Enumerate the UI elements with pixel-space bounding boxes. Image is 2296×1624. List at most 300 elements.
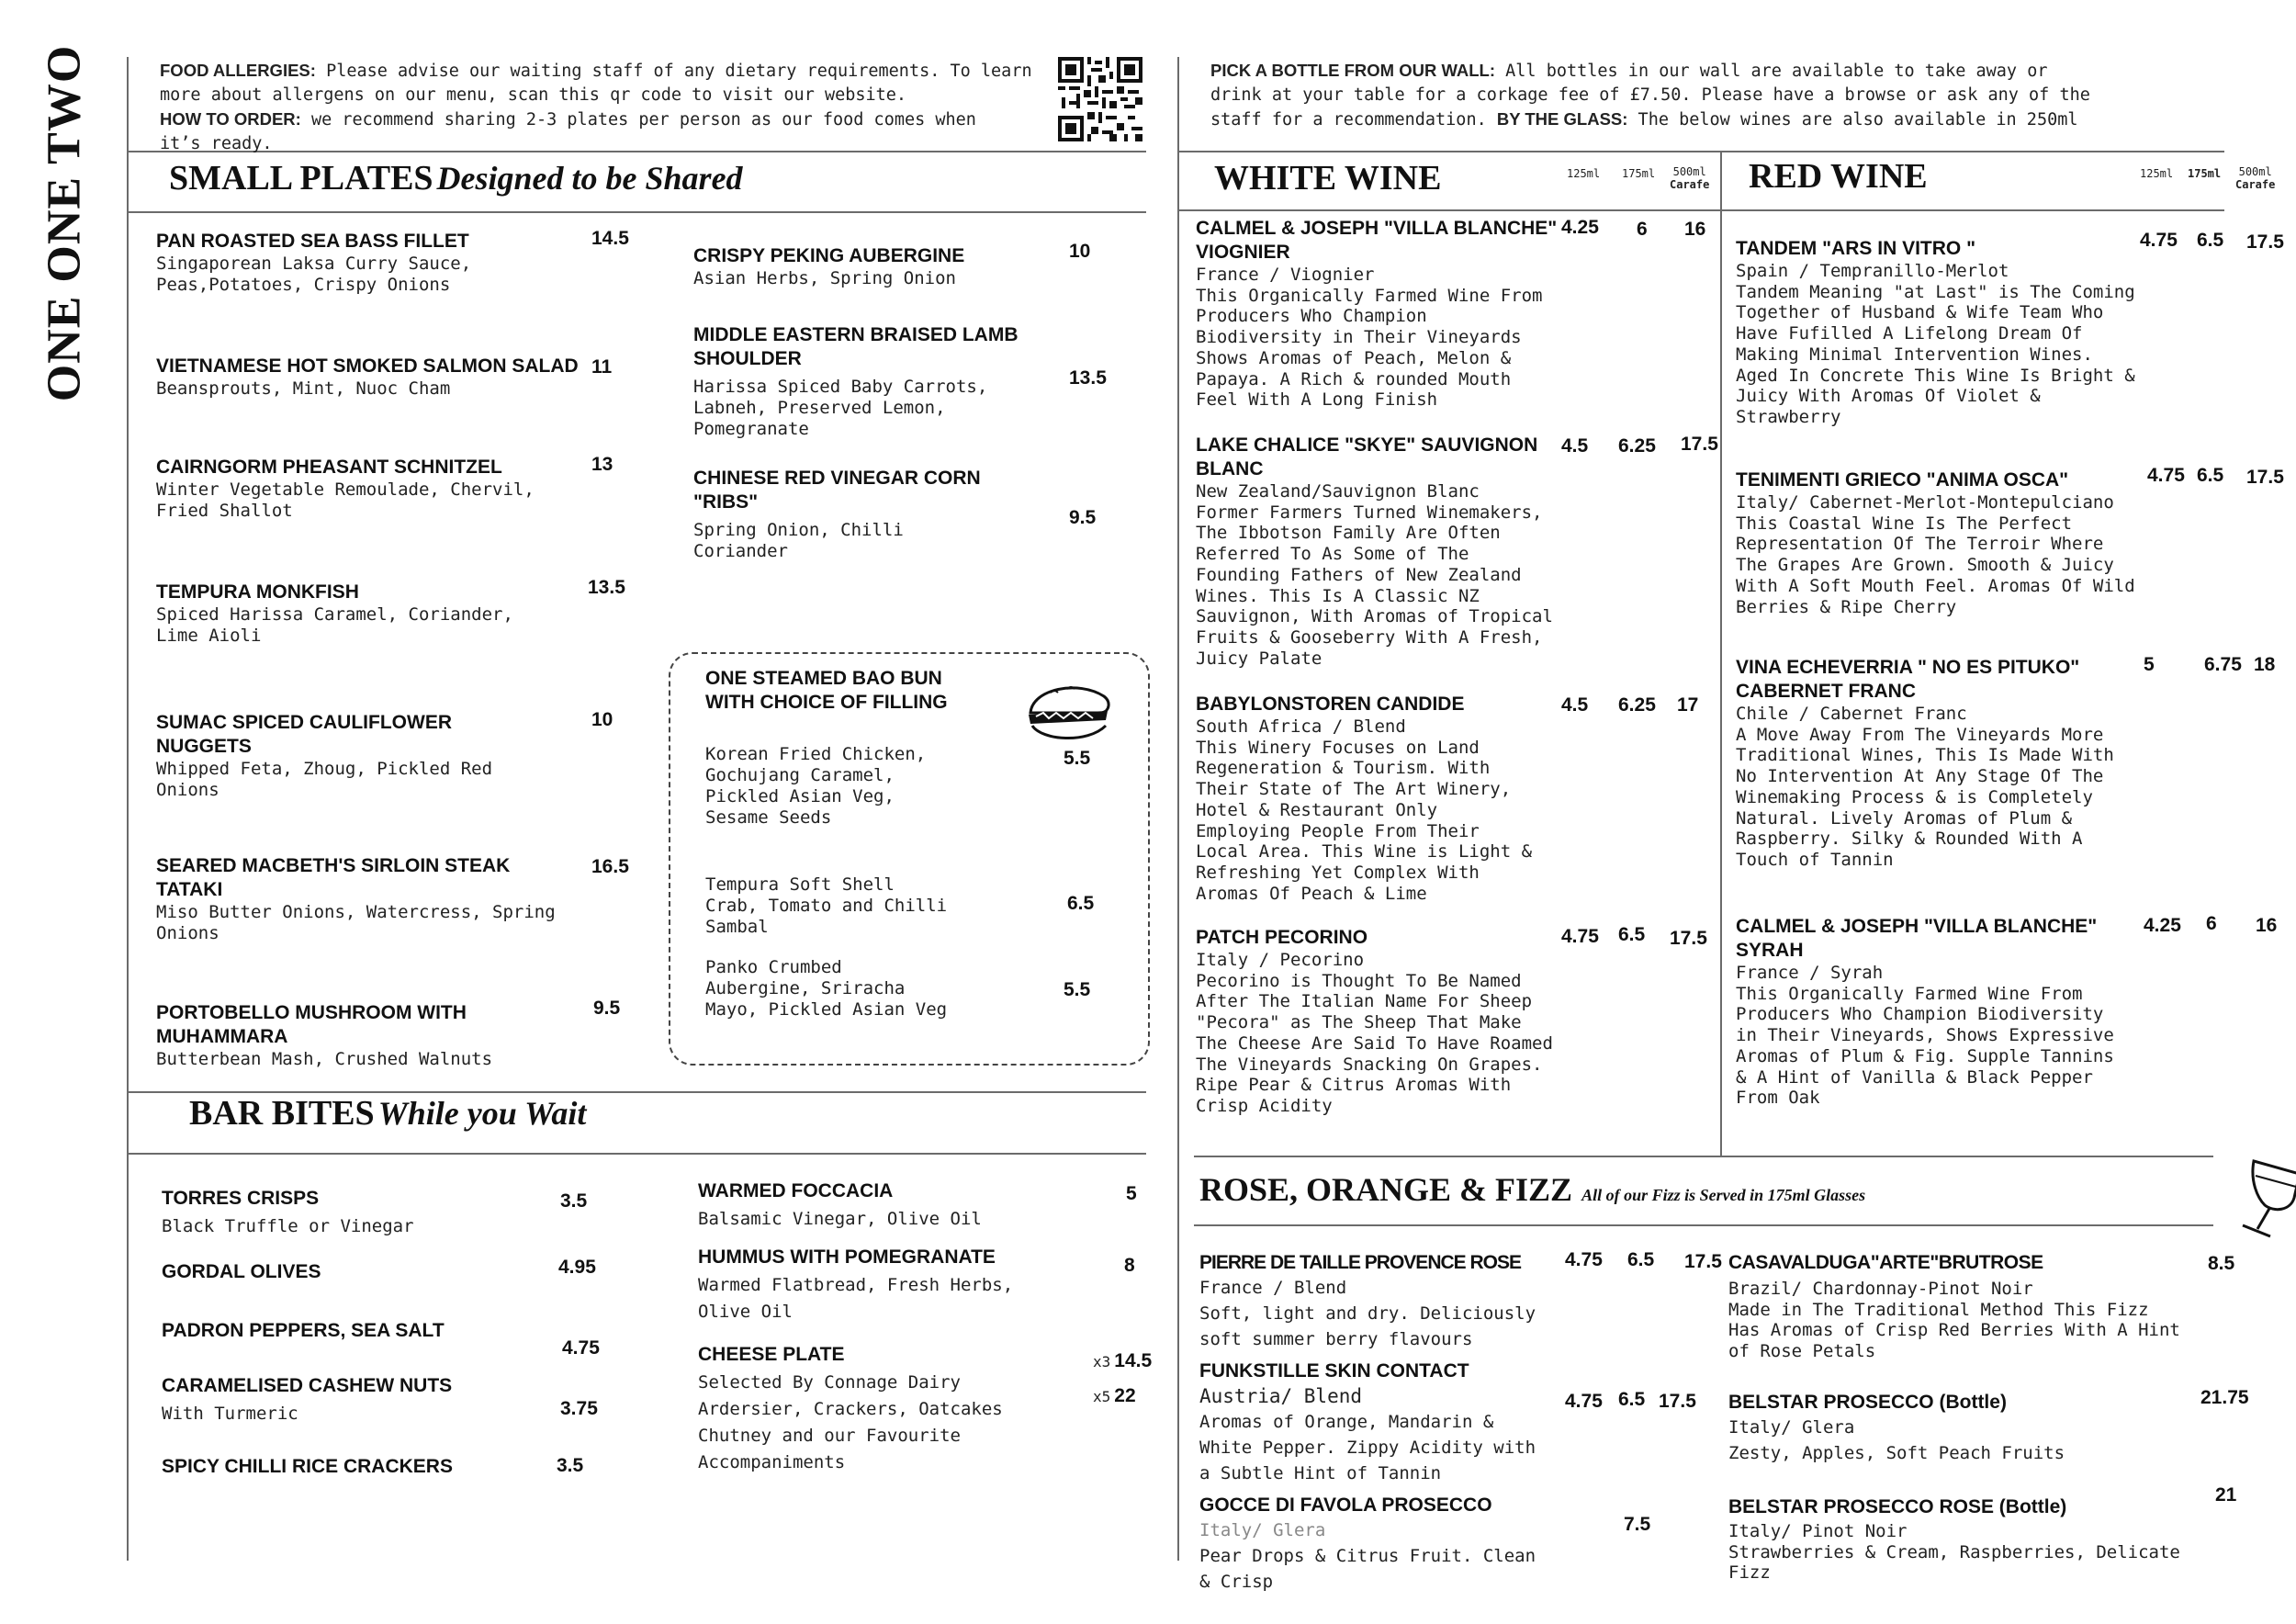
red-col-500-label: 500ml: [2238, 165, 2272, 178]
price-500: 17.5: [1684, 1251, 1722, 1272]
item-desc: Olive Oil: [698, 1302, 793, 1322]
wine-desc: The Ibbotson Family Are Often: [1196, 523, 1501, 544]
wine-desc: & Crisp: [1199, 1572, 1274, 1592]
item-desc: Beansprouts, Mint, Nuoc Cham: [156, 378, 451, 399]
wine-desc: Made in The Traditional Method This Fizz: [1728, 1299, 2149, 1320]
wine-desc: A Move Away From The Vineyards More: [1736, 724, 2104, 745]
bar-bites-heading: [189, 1093, 586, 1133]
wine-desc: Feel With A Long Finish: [1196, 389, 1438, 411]
price-175: 6.5: [1618, 1389, 1646, 1410]
item-name: WARMED FOCCACIA: [698, 1180, 894, 1201]
cheese-option-5: [1093, 1385, 1136, 1407]
price-125: 5: [2144, 654, 2155, 675]
wine-desc: Raspberry. Silky & Rounded With A: [1736, 829, 2083, 850]
bottle-label: PICK A BOTTLE FROM OUR WALL:: [1210, 61, 1496, 80]
wine-desc: Ripe Pear & Citrus Aromas With: [1196, 1075, 1512, 1096]
wine-item: [1199, 1251, 1585, 1352]
wine-name: TANDEM "ARS IN VITRO ": [1736, 238, 1976, 259]
item-desc: Crab, Tomato and Chilli: [705, 896, 948, 916]
wine-desc: Aromas of Plum & Fig. Supple Tannins: [1736, 1045, 2114, 1066]
item-desc: Pickled Asian Veg,: [705, 786, 895, 806]
price-175: 6.5: [2197, 465, 2224, 486]
rose-title: ROSE, ORANGE & FIZZ: [1199, 1171, 1573, 1208]
wine-name: CABERNET FRANC: [1736, 681, 1916, 702]
price-500: 16: [1684, 219, 1706, 240]
wine-desc: Juicy Palate: [1196, 648, 1322, 669]
item-price: 6.5: [1067, 893, 1095, 914]
item-name: PORTOBELLO MUSHROOM WITH: [156, 1002, 467, 1023]
wine-desc: Italy/ Cabernet-Merlot-Montepulciano: [1736, 492, 2114, 513]
wine-desc: France / Blend: [1199, 1278, 1347, 1298]
wine-desc: Italy/ Glera: [1199, 1520, 1326, 1540]
wine-desc: a Subtle Hint of Tannin: [1199, 1463, 1442, 1483]
item-name: CARAMELISED CASHEW NUTS: [162, 1375, 453, 1396]
bottle-wall-notice: [1210, 59, 2221, 132]
menu-item: [693, 244, 1097, 289]
item-name: TORRES CRISPS: [162, 1188, 320, 1209]
wine-desc: Producers Who Champion: [1196, 306, 1427, 327]
wine-item: [1736, 656, 2140, 871]
item-price: 9.5: [1069, 507, 1097, 528]
item-desc: Winter Vegetable Remoulade, Chervil,: [156, 479, 535, 500]
order-label: HOW TO ORDER:: [160, 109, 301, 129]
rose-subtitle: All of our Fizz is Served in 175ml Glasses: [1581, 1186, 1866, 1204]
item-price: 3.75: [560, 1398, 598, 1419]
item-desc: Ardersier, Crackers, Oatcakes: [698, 1399, 1003, 1419]
cheese-price-5: 22: [1114, 1385, 1136, 1406]
wine-desc: Spain / Tempranillo-Merlot: [1736, 261, 2009, 281]
item-price: 8: [1124, 1255, 1135, 1276]
price-125: 4.25: [2144, 915, 2181, 936]
red-col-500: [2235, 165, 2275, 191]
item-name: MUHAMMARA: [156, 1026, 288, 1047]
wine-desc: Brazil/ Chardonnay-Pinot Noir: [1728, 1279, 2033, 1299]
price-125: 4.75: [2147, 465, 2185, 486]
wine-item: [1199, 1359, 1585, 1486]
price-125: 4.75: [1561, 926, 1599, 947]
price-500: 17.5: [1681, 434, 1718, 455]
white-col-125: 125ml: [1567, 167, 1601, 180]
item-price: 16.5: [591, 856, 629, 877]
wine-desc: The Vineyards Snacking On Grapes.: [1196, 1054, 1543, 1075]
menu-item: [693, 323, 1097, 440]
wine-desc: Shows Aromas of Peach, Melon &: [1196, 347, 1512, 368]
wine-desc: Pecorino is Thought To Be Named: [1196, 970, 1522, 991]
price-175: 6: [1637, 219, 1648, 240]
wine-desc: Former Farmers Turned Winemakers,: [1196, 502, 1543, 523]
menu-item: [156, 355, 634, 400]
wine-desc: After The Italian Name For Sheep: [1196, 991, 1533, 1012]
price-500: 17.5: [1670, 928, 1707, 949]
wine-desc: soft summer berry flavours: [1199, 1329, 1473, 1349]
item-desc: Korean Fried Chicken,: [705, 744, 927, 764]
wine-desc: & A Hint of Vanilla & Black Pepper: [1736, 1066, 2093, 1088]
wine-item: [1736, 468, 2140, 617]
wine-desc: Strawberries & Cream, Raspberries, Delicate: [1728, 1541, 2180, 1562]
item-name: NUGGETS: [156, 736, 252, 757]
allergy-notice: [160, 59, 1032, 156]
wine-desc: Austria/ Blend: [1199, 1385, 1363, 1407]
wine-desc: France / Syrah: [1736, 963, 1884, 983]
price-175: 6.5: [1627, 1249, 1655, 1270]
wine-item: [1196, 926, 1591, 1117]
wine-desc: From Oak: [1736, 1088, 1820, 1109]
wine-name: CASAVALDUGA"ARTE"BRUTROSE: [1728, 1252, 2043, 1273]
bar-bites-title: BAR BITES: [189, 1094, 375, 1133]
wine-name: BABYLONSTOREN CANDIDE: [1196, 694, 1465, 715]
wine-name: PIERRE DE TAILLE PROVENCE ROSE: [1199, 1252, 1521, 1273]
menu-item: [162, 1187, 584, 1237]
wine-head-rule: [1177, 209, 2224, 211]
bottle-text-1: All bottles in our wall are available to take away or: [1495, 62, 2048, 81]
price-175: 6: [2206, 913, 2217, 934]
wine-desc: Aromas of Orange, Mandarin &: [1199, 1412, 1494, 1432]
item-desc: Harissa Spiced Baby Carrots,: [693, 377, 988, 397]
item-desc: Accompaniments: [698, 1452, 846, 1472]
item-desc: Asian Herbs, Spring Onion: [693, 268, 956, 288]
wine-desc: The Grapes Are Grown. Smooth & Juicy: [1736, 555, 2114, 576]
wine-item: [1196, 434, 1572, 669]
item-price: 13.5: [1069, 367, 1107, 389]
red-wine-title: RED WINE: [1749, 157, 1928, 196]
item-desc: Spring Onion, Chilli: [693, 520, 904, 540]
white-col-175: 175ml: [1622, 167, 1656, 180]
item-name: MIDDLE EASTERN BRAISED LAMB: [693, 324, 1019, 345]
small-plates-subtitle: Designed to be Shared: [436, 160, 743, 197]
bao-title: [705, 667, 948, 715]
menu-item: [698, 1246, 1084, 1323]
wine-name: PATCH PECORINO: [1196, 927, 1368, 948]
item-desc: Butterbean Mash, Crushed Walnuts: [156, 1049, 493, 1069]
wine-desc: Producers Who Champion Biodiversity: [1736, 1004, 2104, 1025]
item-name: "RIBS": [693, 491, 759, 513]
menu-item: [162, 1374, 584, 1425]
wine-desc: in Their Vineyards, Shows Expressive: [1736, 1025, 2114, 1046]
item-name: HUMMUS WITH POMEGRANATE: [698, 1246, 996, 1268]
wine-glass-icon: [2237, 1154, 2296, 1242]
item-name: CAIRNGORM PHEASANT SCHNITZEL: [156, 457, 502, 478]
price-175: 6.5: [2197, 230, 2224, 251]
item-desc: Sesame Seeds: [705, 807, 832, 828]
item-desc: Sambal: [705, 917, 769, 937]
price-125: 4.75: [1565, 1391, 1603, 1412]
price-175: 6.25: [1618, 435, 1656, 457]
white-wine-title: WHITE WINE: [1214, 159, 1442, 197]
price-125: 4.75: [1565, 1249, 1603, 1270]
wine-desc: Traditional Wines, This Is Made With: [1736, 745, 2114, 766]
wine-desc: Fizz: [1728, 1562, 1771, 1584]
menu-item: [693, 467, 1097, 562]
bao-title-1: ONE STEAMED BAO BUN: [705, 668, 942, 689]
wine-desc: This Organically Farmed Wine From: [1196, 285, 1543, 306]
item-desc: Chutney and our Favourite: [698, 1426, 961, 1446]
menu-item: [698, 1343, 1084, 1473]
wine-desc: Aromas Of Peach & Lime: [1196, 883, 1427, 904]
item-price: 4.95: [558, 1257, 596, 1278]
wine-desc: Crisp Acidity: [1196, 1095, 1333, 1116]
bottle-text-3: staff for a recommendation.: [1210, 110, 1497, 130]
wine-desc: New Zealand/Sauvignon Blanc: [1196, 481, 1480, 502]
wine-name: SYRAH: [1736, 940, 1804, 961]
cheese-option-3: [1093, 1350, 1152, 1372]
item-name: SPICY CHILLI RICE CRACKERS: [162, 1456, 453, 1477]
red-col-175: 175ml: [2188, 167, 2222, 180]
wine-desc: Founding Fathers of New Zealand: [1196, 564, 1522, 585]
price-500: 17.5: [2246, 231, 2284, 253]
wine-desc: Wines. This Is A Classic NZ: [1196, 585, 1480, 606]
wine-desc: Zesty, Apples, Soft Peach Fruits: [1728, 1443, 2065, 1463]
wine-desc: This Organically Farmed Wine From: [1736, 983, 2083, 1004]
item-desc: Warmed Flatbread, Fresh Herbs,: [698, 1275, 1014, 1295]
bao-filling: [705, 744, 981, 829]
wine-desc: Refreshing Yet Complex With: [1196, 862, 1480, 883]
item-desc: Lime Aioli: [156, 626, 262, 646]
menu-item: [156, 711, 634, 801]
bar-bites-rule: [127, 1153, 1146, 1155]
price-500: 17: [1677, 694, 1699, 716]
cheese-qty-5: x5: [1093, 1388, 1111, 1405]
item-desc: Whipped Feta, Zhoug, Pickled Red: [156, 759, 493, 779]
wine-desc: Italy/ Glera: [1728, 1417, 1855, 1438]
wine-desc: Papaya. A Rich & rounded Mouth: [1196, 368, 1512, 389]
item-name: CHINESE RED VINEGAR CORN: [693, 468, 981, 489]
wine-desc: Strawberry: [1736, 406, 1841, 427]
wine-name: VIOGNIER: [1196, 242, 1290, 263]
wine-name: TENIMENTI GRIECO "ANIMA OSCA": [1736, 469, 2069, 491]
menu-item: [156, 456, 634, 522]
bao-filling: [705, 874, 981, 938]
bao-title-2: WITH CHOICE OF FILLING: [705, 692, 948, 713]
wine-desc: Italy/ Pinot Noir: [1728, 1521, 1908, 1541]
item-price: 3.5: [560, 1190, 588, 1212]
cheese-price-3: 14.5: [1114, 1350, 1153, 1371]
item-desc: Labneh, Preserved Lemon,: [693, 398, 946, 418]
item-price: 5.5: [1064, 748, 1091, 769]
wine-item: [1196, 693, 1572, 904]
item-name: TATAKI: [156, 879, 223, 900]
cheese-qty-3: x3: [1093, 1353, 1111, 1370]
wine-desc: Pear Drops & Citrus Fruit. Clean: [1199, 1546, 1536, 1566]
item-name: GORDAL OLIVES: [162, 1261, 321, 1282]
item-desc: Onions: [156, 780, 219, 800]
item-name: TEMPURA MONKFISH: [156, 581, 359, 603]
wine-desc: Fruits & Gooseberry With A Fresh,: [1196, 626, 1543, 648]
wine-name: VINA ECHEVERRIA " NO ES PITUKO": [1736, 657, 2080, 678]
wine-desc: South Africa / Blend: [1196, 716, 1406, 737]
price-125: 4.5: [1561, 435, 1589, 457]
wine-desc: Regeneration & Tourism. With: [1196, 758, 1491, 779]
item-desc: Balsamic Vinegar, Olive Oil: [698, 1209, 982, 1229]
wine-item: [1199, 1494, 1585, 1595]
white-col-500-label: 500ml: [1672, 165, 1706, 178]
item-name: CRISPY PEKING AUBERGINE: [693, 245, 965, 266]
item-desc: Coriander: [693, 541, 788, 561]
red-col-125: 125ml: [2140, 167, 2174, 180]
menu-item: [156, 1001, 634, 1070]
price-175: 6.75: [2204, 654, 2242, 675]
bottle-text-4: The below wines are also available in 250ml: [1627, 110, 2078, 130]
wine-desc: The Cheese Are Said To Have Roamed: [1196, 1032, 1553, 1054]
item-name: VIETNAMESE HOT SMOKED SALMON SALAD: [156, 355, 579, 377]
price-175: 7.5: [1624, 1514, 1651, 1535]
item-desc: Mayo, Pickled Asian Veg: [705, 999, 948, 1020]
wine-item: [1736, 915, 2140, 1109]
item-name: SUMAC SPICED CAULIFLOWER: [156, 712, 452, 733]
bao-bun-icon: [1023, 676, 1115, 744]
white-col-500: [1670, 165, 1709, 191]
price-175: 6.5: [1618, 924, 1646, 945]
wine-desc: No Intervention At Any Stage Of The: [1736, 766, 2104, 787]
wine-desc: France / Viognier: [1196, 265, 1375, 285]
price-500: 17.5: [2246, 467, 2284, 488]
wine-name: BLANC: [1196, 458, 1264, 479]
wine-name: LAKE CHALICE "SKYE" SAUVIGNON: [1196, 434, 1538, 456]
wine-desc: Employing People From Their: [1196, 820, 1480, 841]
small-plates-title: SMALL PLATES: [169, 159, 433, 197]
item-name: SEARED MACBETH'S SIRLOIN STEAK: [156, 855, 511, 876]
item-price: 9.5: [593, 998, 621, 1019]
wine-item: [1736, 237, 2140, 428]
item-price: 14.5: [591, 228, 629, 249]
item-price: 8.5: [2208, 1253, 2235, 1274]
wine-desc: Winemaking Process & is Completely: [1736, 786, 2093, 807]
item-desc: Singaporean Laksa Curry Sauce,: [156, 254, 472, 274]
rose-heading: [1199, 1170, 1865, 1209]
wine-desc: Referred To As Some of The: [1196, 544, 1469, 565]
wine-desc: Together of Husband & Wife Team Who: [1736, 302, 2104, 323]
wine-desc: Has Aromas of Crisp Red Berries With A Hint: [1728, 1320, 2180, 1341]
wine-desc: Tandem Meaning "at Last" is The Coming: [1736, 281, 2135, 302]
item-price: 10: [591, 709, 613, 730]
allergies-text-2: more about allergens on our menu, scan this qr code to visit our website.: [160, 85, 907, 105]
red-col-carafe: Carafe: [2235, 178, 2276, 191]
bottle-text-2: drink at your table for a corkage fee of £7.50. Please have a browse or ask any of the: [1210, 85, 2090, 105]
wine-desc: Touch of Tannin: [1736, 849, 1894, 870]
bao-filling: [705, 957, 981, 1021]
bar-bites-subtitle: While you Wait: [377, 1095, 587, 1132]
left-divider: [127, 57, 129, 1561]
menu-item: [156, 854, 634, 944]
center-divider: [1177, 57, 1179, 1561]
header-rule-right: [1177, 151, 2224, 152]
item-desc: Pomegranate: [693, 419, 809, 439]
item-price: 4.75: [562, 1337, 600, 1359]
item-price: 21.75: [2200, 1387, 2249, 1408]
item-desc: With Turmeric: [162, 1404, 298, 1424]
wine-desc: Chile / Cabernet Franc: [1736, 704, 1967, 724]
item-price: 3.5: [557, 1455, 584, 1476]
menu-item: [698, 1179, 1084, 1230]
wine-desc: Italy / Pecorino: [1196, 950, 1365, 970]
item-desc: Gochujang Caramel,: [705, 765, 895, 785]
wine-name: FUNKSTILLE SKIN CONTACT: [1199, 1360, 1469, 1382]
wine-desc: With A Soft Mouth Feel. Aromas Of Wild: [1736, 575, 2135, 596]
price-125: 4.75: [2140, 230, 2178, 251]
wine-name: CALMEL & JOSEPH "VILLA BLANCHE": [1196, 218, 1558, 239]
small-plates-heading: [169, 158, 743, 198]
wine-desc: Have Fufilled A Lifelong Dream Of: [1736, 323, 2083, 344]
item-desc: Selected By Connage Dairy: [698, 1372, 961, 1393]
menu-item: [156, 230, 634, 296]
item-price: 13.5: [588, 577, 625, 598]
item-price: 5.5: [1064, 979, 1091, 1000]
wine-desc: Juicy With Aromas Of Violet &: [1736, 386, 2041, 407]
item-desc: Black Truffle or Vinegar: [162, 1216, 414, 1236]
wine-name: CALMEL & JOSEPH "VILLA BLANCHE": [1736, 916, 2098, 937]
wine-item: [1728, 1391, 2206, 1466]
allergies-text-1: Please advise our waiting staff of any dietary requirements. To learn: [315, 62, 1032, 81]
wine-desc: Sauvignon, With Aromas of Tropical: [1196, 606, 1553, 627]
item-name: CHEESE PLATE: [698, 1344, 845, 1365]
qr-code-icon[interactable]: [1058, 57, 1142, 141]
item-name: SHOULDER: [693, 348, 802, 369]
item-price: 21: [2215, 1484, 2237, 1506]
wine-name: BELSTAR PROSECCO (Bottle): [1728, 1392, 2007, 1413]
wine-desc: Aged In Concrete This Wine Is Bright &: [1736, 365, 2135, 386]
allergies-label: FOOD ALLERGIES:: [160, 61, 316, 80]
item-desc: Onions: [156, 923, 219, 943]
price-175: 6.25: [1618, 694, 1656, 716]
wine-desc: Representation Of The Terroir Where: [1736, 534, 2104, 555]
wine-desc: Soft, light and dry. Deliciously: [1199, 1303, 1536, 1324]
item-price: 13: [591, 454, 613, 475]
wine-desc: Biodiversity in Their Vineyards: [1196, 327, 1522, 348]
glass-label: BY THE GLASS:: [1496, 109, 1628, 129]
wine-desc: Hotel & Restaurant Only: [1196, 799, 1438, 820]
wine-desc: Making Minimal Intervention Wines.: [1736, 344, 2093, 365]
price-500: 16: [2256, 915, 2278, 936]
wine-desc: of Rose Petals: [1728, 1341, 1876, 1362]
item-price: 10: [1069, 241, 1091, 262]
rose-rule: [1194, 1224, 2213, 1226]
order-text-1: we recommend sharing 2-3 plates per person as our food comes when: [300, 110, 976, 130]
wine-divider: [1720, 151, 1722, 1156]
wine-desc: Berries & Ripe Cherry: [1736, 596, 1957, 617]
item-desc: Panko Crumbed: [705, 957, 842, 977]
wine-desc: White Pepper. Zippy Acidity with: [1199, 1438, 1536, 1458]
wine-desc: Natural. Lively Aromas of Plum &: [1736, 807, 2073, 829]
wine-name: BELSTAR PROSECCO ROSE (Bottle): [1728, 1496, 2067, 1517]
brand-name: ONE ONE TWO: [38, 44, 91, 402]
item-desc: Fried Shallot: [156, 501, 293, 521]
menu-item: [156, 581, 634, 647]
price-125: 4.25: [1561, 217, 1599, 238]
item-price: 5: [1126, 1183, 1137, 1204]
wine-desc: This Coastal Wine Is The Perfect: [1736, 513, 2073, 534]
item-price: 11: [591, 356, 613, 378]
wine-desc: Local Area. This Wine is Light &: [1196, 841, 1533, 863]
order-text-2: it’s ready.: [160, 134, 273, 153]
item-name: PAN ROASTED SEA BASS FILLET: [156, 231, 469, 252]
price-500: 18: [2254, 654, 2276, 675]
wine-item: [1728, 1495, 2243, 1584]
price-500: 17.5: [1659, 1391, 1696, 1412]
item-desc: Spiced Harissa Caramel, Coriander,: [156, 604, 513, 625]
item-desc: Peas,Potatoes, Crispy Onions: [156, 275, 451, 295]
item-desc: Miso Butter Onions, Watercress, Spring: [156, 902, 556, 922]
item-desc: Tempura Soft Shell: [705, 874, 895, 895]
wine-item: [1196, 217, 1572, 411]
wine-desc: Their State of The Art Winery,: [1196, 779, 1512, 800]
wine-desc: This Winery Focuses on Land: [1196, 737, 1480, 758]
item-name: PADRON PEPPERS, SEA SALT: [162, 1320, 445, 1341]
white-col-carafe: Carafe: [1670, 178, 1710, 191]
wine-item: [1728, 1251, 2206, 1362]
wine-name: GOCCE DI FAVOLA PROSECCO: [1199, 1494, 1492, 1516]
small-plates-rule: [127, 211, 1146, 213]
wine-desc: "Pecora" as The Sheep That Make: [1196, 1012, 1522, 1033]
brand-logo: [37, 44, 92, 402]
